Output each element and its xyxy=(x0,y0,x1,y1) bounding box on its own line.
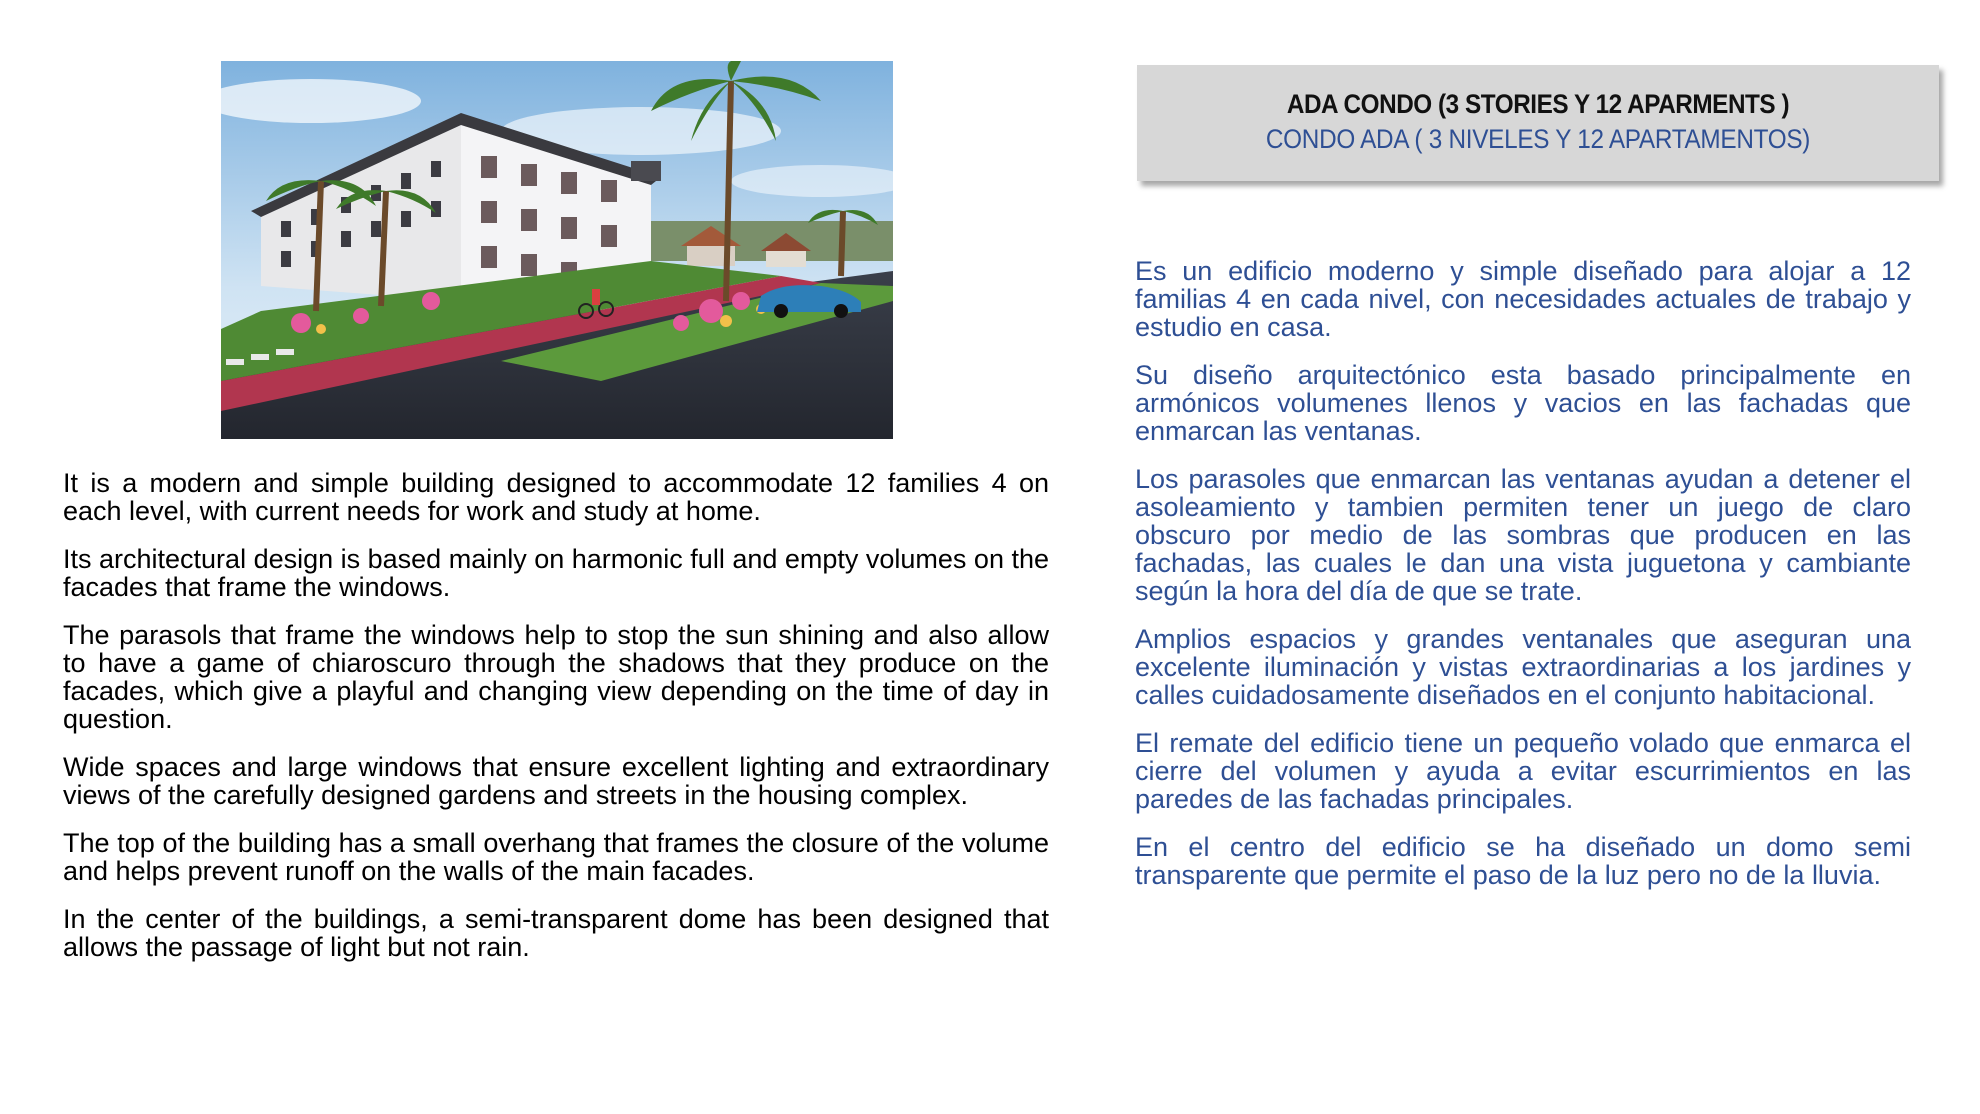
english-paragraph: Wide spaces and large windows that ensure excellent lighting and extraordinary views of the carefully designed gardens and streets in the housing complex. xyxy=(63,752,1049,810)
english-paragraph: In the center of the buildings, a semi-transparent dome has been designed that allows the passage of light but not rain. xyxy=(63,904,1049,962)
spanish-paragraph: En el centro del edificio se ha diseñado un domo semi transparente que permite el paso de la luz pero no de la lluvia. xyxy=(1135,832,1911,890)
english-paragraph: The top of the building has a small overhang that frames the closure of the volume and helps prevent runoff on the walls of the main facades. xyxy=(63,828,1049,886)
spanish-paragraph: Su diseño arquitectónico esta basado principalmente en armónicos volumenes llenos y vacios en las fachadas que enmarcan las ventanas. xyxy=(1135,360,1911,446)
spanish-paragraph: El remate del edificio tiene un pequeño volado que enmarca el cierre del volumen y ayuda a evitar escurrimientos en las paredes de las fachadas principales. xyxy=(1135,728,1911,814)
english-paragraph: It is a modern and simple building designed to accommodate 12 families 4 on each level, with current needs for work and study at home. xyxy=(63,468,1049,526)
spanish-description xyxy=(1135,257,1911,909)
title-spanish: CONDO ADA ( 3 NIVELES Y 12 APARTAMENTOS) xyxy=(1265,124,1811,154)
english-paragraph: Its architectural design is based mainly on harmonic full and empty volumes on the facades that frame the windows. xyxy=(63,544,1050,602)
spanish-paragraph: Amplios espacios y grandes ventanales que aseguran una excelente iluminación y vistas extraordinarias a los jardines y calles cuidadosamente diseñados en el conjunto habitacional. xyxy=(1135,624,1911,710)
title-box xyxy=(1137,65,1939,181)
spanish-paragraph: Los parasoles que enmarcan las ventanas ayudan a detener el asoleamiento y tambien permiten tener un juego de claro obscuro por medio de las sombras que producen en las fachadas, las cuales le dan una vista juguetona y cambiante según la hora del día de que se trate. xyxy=(1135,464,1911,606)
building-rendering-image xyxy=(221,61,893,439)
spanish-paragraph: Es un edificio moderno y simple diseñado para alojar a 12 familias 4 en cada nivel, con necesidades actuales de trabajo y estudio en casa. xyxy=(1135,256,1911,342)
english-description xyxy=(63,469,1049,981)
title-english: ADA CONDO (3 STORIES Y 12 APARMENTS ) xyxy=(1286,89,1790,119)
english-paragraph: The parasols that frame the windows help to stop the sun shining and also allow to have a game of chiaroscuro through the shadows that they produce on the facades, which give a playful and changing view depending on the time of day in question. xyxy=(63,620,1049,734)
